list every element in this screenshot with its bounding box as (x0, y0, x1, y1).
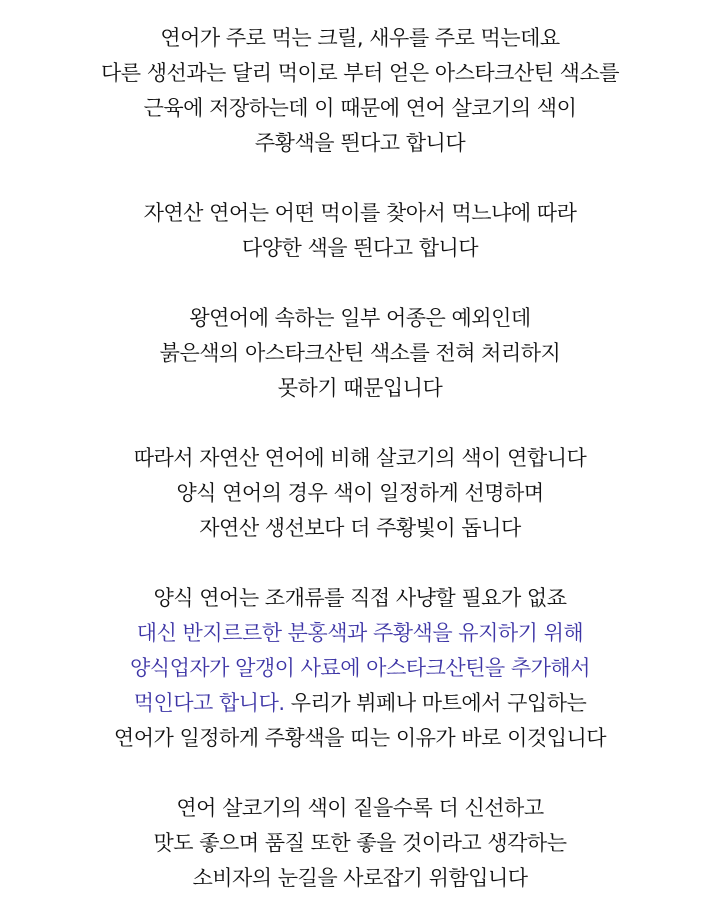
mixed-text-line (0, 686, 720, 721)
text-line: 다른 생선과는 달리 먹이로 부터 얻은 아스타크산틴 색소를 (100, 61, 620, 85)
paragraph-1 (0, 21, 720, 161)
text-line: 연어가 일정하게 주황색을 띠는 이유가 바로 이것입니다 (113, 726, 607, 750)
text-segment: 우리가 뷔페나 마트에서 구입하는 (284, 691, 587, 715)
paragraph-2 (0, 196, 720, 266)
text-line: 양식 연어는 조개류를 직접 사냥할 필요가 없죠 (153, 586, 567, 610)
highlighted-text-line: 대신 반지르르한 분홍색과 주황색을 유지하기 위해 (136, 621, 584, 645)
paragraph-4 (0, 441, 720, 546)
text-line: 근육에 저장하는데 이 때문에 연어 살코기의 색이 (143, 96, 577, 120)
text-line: 연어 살코기의 색이 짙을수록 더 신선하고 (176, 796, 544, 820)
text-line: 자연산 연어는 어떤 먹이를 찾아서 먹느냐에 따라 (143, 201, 577, 225)
paragraph-3 (0, 301, 720, 406)
text-line: 못하기 때문입니다 (277, 376, 443, 400)
text-line: 맛도 좋으며 품질 또한 좋을 것이라고 생각하는 (153, 831, 567, 855)
text-line: 소비자의 눈길을 사로잡기 위함입니다 (192, 866, 528, 890)
text-line: 연어가 주로 먹는 크릴, 새우를 주로 먹는데요 (160, 26, 560, 50)
text-line: 따라서 자연산 연어에 비해 살코기의 색이 연합니다 (133, 446, 587, 470)
highlighted-text-line: 양식업자가 알갱이 사료에 아스타크산틴을 추가해서 (130, 656, 590, 680)
text-line: 자연산 생선보다 더 주황빛이 돕니다 (199, 516, 521, 540)
highlighted-text: 먹인다고 합니다. (133, 691, 285, 715)
paragraph-5 (0, 581, 720, 756)
text-line: 붉은색의 아스타크산틴 색소를 전혀 처리하지 (159, 341, 561, 365)
text-line: 다양한 색을 띈다고 합니다 (241, 236, 479, 260)
text-line: 왕연어에 속하는 일부 어종은 예외인데 (189, 306, 531, 330)
text-line: 양식 연어의 경우 색이 일정하게 선명하며 (176, 481, 544, 505)
text-line: 주황색을 띈다고 합니다 (254, 131, 466, 155)
paragraph-6 (0, 791, 720, 896)
